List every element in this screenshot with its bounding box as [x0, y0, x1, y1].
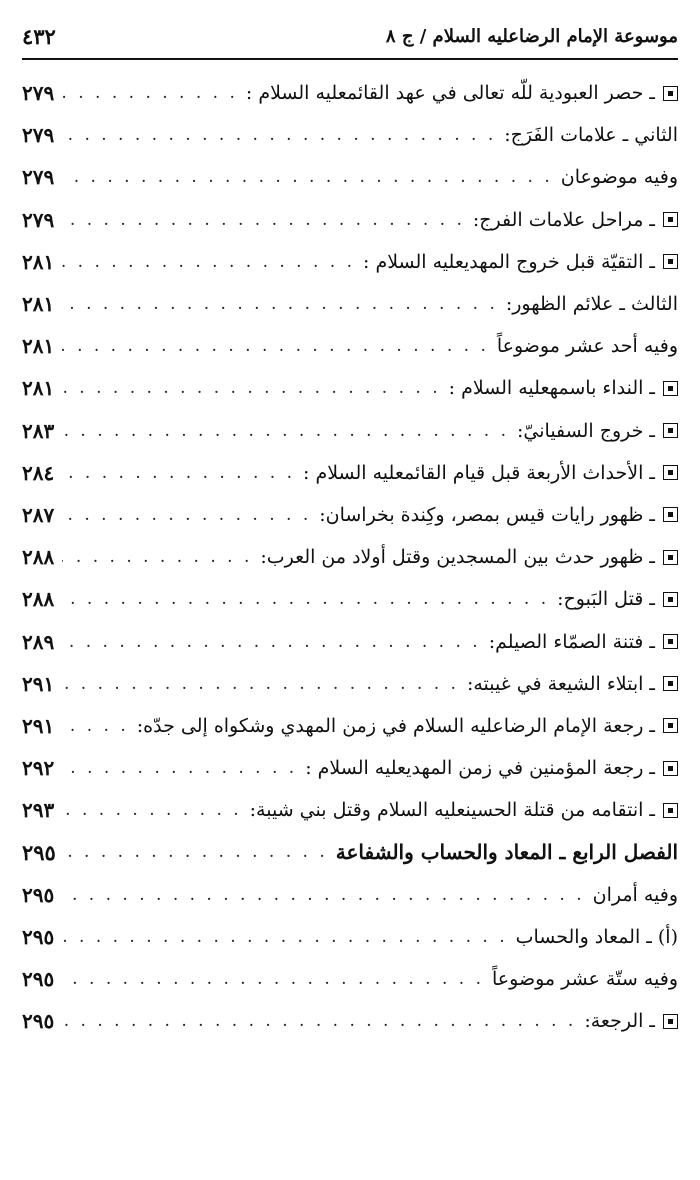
toc-entry-label: ـ رجعة الإمام الرضاعليه السلام في زمن المهدي وشكواه إلى جدّه:	[136, 714, 655, 737]
toc-entry-label: ـ النداء باسمهعليه السلام :	[448, 377, 655, 400]
dot-leader	[62, 716, 129, 736]
dot-leader	[62, 758, 297, 778]
toc-entry-page: ٢٨٨	[22, 545, 55, 570]
toc-entry-page: ٢٧٩	[22, 165, 55, 190]
toc-entry	[22, 494, 678, 536]
page-number: ٤٣٢	[22, 23, 56, 49]
toc-entry	[22, 874, 678, 916]
square-bullet-icon	[663, 676, 678, 691]
toc-entry-label: ـ التقيّة قبل خروج المهديعليه السلام :	[363, 250, 655, 273]
square-bullet-icon	[663, 1014, 678, 1029]
toc-entry-label: ـ ابتلاء الشيعة في غيبته:	[466, 672, 655, 695]
dot-leader	[62, 336, 489, 356]
toc-entry-label: ـ الرجعة:	[584, 1010, 655, 1033]
dot-leader	[62, 83, 238, 103]
toc-entry-page: ٢٩٥	[22, 967, 55, 992]
toc-entry-label: ـ فتنة الصمّاء الصيلم:	[488, 630, 655, 653]
dot-leader	[62, 125, 496, 145]
toc-entry-page: ٢٩٥	[22, 924, 55, 949]
square-bullet-icon	[663, 381, 678, 396]
toc-entry	[22, 367, 678, 409]
toc-entry-page: ٢٩٣	[22, 798, 55, 823]
toc-entry	[22, 1000, 678, 1042]
toc-entry-page: ٢٧٩	[22, 81, 55, 106]
toc-entry-page: ٢٩١	[22, 713, 55, 738]
toc-entry-label: ـ قتل البَبوح:	[557, 588, 655, 611]
toc-entry-page: ٢٨٣	[22, 418, 55, 443]
dot-leader	[64, 842, 328, 862]
dot-leader	[62, 378, 440, 398]
running-header	[22, 20, 678, 60]
dot-leader	[62, 800, 241, 820]
toc-entry-page: ٢٨١	[22, 334, 55, 359]
toc-entry-page: ٢٩٥	[22, 839, 56, 865]
toc-entry-label: ـ خروج السفيانيّ:	[517, 419, 655, 442]
dot-leader	[62, 589, 549, 609]
toc-entry-label: وفيه موضوعان	[560, 166, 678, 189]
toc-entry-page: ٢٨١	[22, 249, 55, 274]
toc-entry-page: ٢٩١	[22, 671, 55, 696]
toc-entry-label: الفصل الرابع ـ المعاد والحساب والشفاعة	[335, 840, 678, 865]
toc-entry	[22, 536, 678, 578]
toc-entry-page: ٢٨٩	[22, 629, 55, 654]
toc-entry	[22, 114, 678, 156]
square-bullet-icon	[663, 550, 678, 565]
toc-entry-label: (أ) ـ المعاد والحساب	[515, 925, 678, 948]
toc-entry	[22, 620, 678, 662]
book-title: موسوعة الإمام الرضاعليه السلام / ج ٨	[385, 25, 678, 47]
dot-leader	[62, 421, 509, 441]
dot-leader	[62, 252, 355, 272]
toc-entry	[22, 72, 678, 114]
toc-entry-label: ـ ظهور رايات قيس بمصر، وكِندة بخراسان:	[319, 503, 655, 526]
toc-entry-label: ـ انتقامه من قتلة الحسينعليه السلام وقتل بني شيبة:	[249, 799, 655, 822]
toc-entry	[22, 958, 678, 1000]
dot-leader	[62, 1011, 576, 1031]
toc-entry-page: ٢٩٥	[22, 1009, 55, 1034]
dot-leader	[62, 505, 311, 525]
dot-leader	[62, 167, 553, 187]
toc-entry-label: ـ حصر العبودية للّه تعالى في عهد القائمعليه السلام :	[245, 82, 655, 105]
toc-entry	[22, 325, 678, 367]
toc-entry	[22, 199, 678, 241]
toc-entry-page: ٢٩٥	[22, 882, 55, 907]
toc-entry-label: الثاني ـ علامات الفَرَج:	[504, 124, 678, 147]
square-bullet-icon	[663, 465, 678, 480]
dot-leader	[62, 885, 584, 905]
toc-entry-label: وفيه أحد عشر موضوعاً	[496, 335, 678, 358]
toc-entry-label: ـ مراحل علامات الفرج:	[472, 208, 655, 231]
toc-entry	[22, 705, 678, 747]
toc-entry	[22, 156, 678, 198]
square-bullet-icon	[663, 592, 678, 607]
toc-entry-page: ٢٨٨	[22, 587, 55, 612]
toc-entry	[22, 452, 678, 494]
dot-leader	[62, 969, 484, 989]
square-bullet-icon	[663, 86, 678, 101]
toc-entry	[22, 747, 678, 789]
toc-entry-page: ٢٨٧	[22, 502, 55, 527]
square-bullet-icon	[663, 718, 678, 733]
toc-entry-label: ـ رجعة المؤمنين في زمن المهديعليه السلام :	[305, 757, 655, 780]
toc-entry	[22, 663, 678, 705]
toc-entry-label: ـ الأحداث الأربعة قبل قيام القائمعليه السلام :	[303, 461, 655, 484]
square-bullet-icon	[663, 761, 678, 776]
toc-entry-label: وفيه ستّة عشر موضوعاً	[492, 968, 678, 991]
toc-entry-label: ـ ظهور حدث بين المسجدين وقتل أولاد من العرب:	[260, 546, 655, 569]
toc-entry-page: ٢٧٩	[22, 207, 55, 232]
toc-entry-page: ٢٨١	[22, 292, 55, 317]
toc-entry-page: ٢٨١	[22, 376, 55, 401]
toc-entry-page: ٢٧٩	[22, 123, 55, 148]
dot-leader	[62, 463, 295, 483]
toc-entry	[22, 283, 678, 325]
dot-leader	[62, 294, 498, 314]
dot-leader	[62, 547, 252, 567]
dot-leader	[62, 210, 465, 230]
dot-leader	[62, 632, 480, 652]
toc-entry-page: ٢٩٢	[22, 756, 55, 781]
square-bullet-icon	[663, 634, 678, 649]
square-bullet-icon	[663, 254, 678, 269]
toc-entry	[22, 578, 678, 620]
toc-entry	[22, 410, 678, 452]
dot-leader	[62, 674, 459, 694]
toc-entry-label: الثالث ـ علائم الظهور:	[505, 293, 678, 316]
toc-entry	[22, 789, 678, 831]
square-bullet-icon	[663, 803, 678, 818]
toc-entry	[22, 916, 678, 958]
toc-entry-label: وفيه أمران	[592, 883, 678, 906]
square-bullet-icon	[663, 212, 678, 227]
toc-entry	[22, 831, 678, 873]
toc-entry-page: ٢٨٤	[22, 460, 55, 485]
dot-leader	[62, 927, 507, 947]
toc-entry	[22, 241, 678, 283]
square-bullet-icon	[663, 423, 678, 438]
square-bullet-icon	[663, 507, 678, 522]
table-of-contents	[22, 72, 678, 1042]
